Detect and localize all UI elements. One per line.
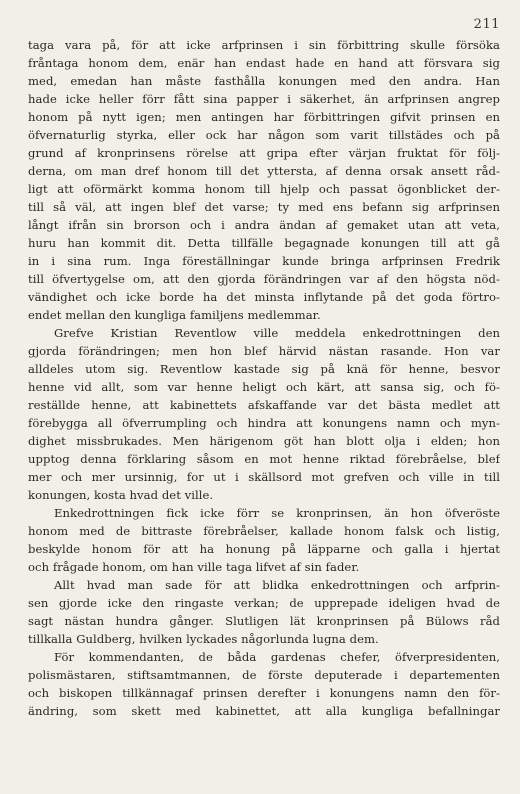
text-line: sagt nästan hundra gånger. Slutligen lät kronprinsen på Bülows råd — [28, 614, 500, 628]
text-line: fråntaga honom dem, enär han endast hade en hand att försvara sig — [28, 56, 500, 70]
text-line: Allt hvad man sade för att blidka enkedrottningen och arfprin- — [54, 578, 500, 592]
text-line: honom på nytt igen; men antingen har förbittringen gifvit prinsen en — [28, 110, 500, 124]
body-text — [28, 36, 500, 720]
text-line: honom med de bittraste förebråelser, kallade honom falsk och listig, — [28, 524, 500, 538]
text-line: Grefve Kristian Reventlow ville meddela enkedrottningen den — [54, 326, 500, 340]
text-line: sen gjorde icke den ringaste verkan; de upprepade ideligen hvad de — [28, 596, 500, 610]
text-line: derna, om man dref honom till det yttersta, af denna orsak ansett råd- — [28, 164, 500, 178]
text-line: polismästaren, stiftsamtmannen, de förste deputerade i departementen — [28, 668, 500, 682]
text-line: reställde henne, att kabinettets afskaffande var det bästa medlet att — [28, 398, 500, 412]
text-line: och frågade honom, om han ville taga lifvet af sin fader. — [28, 560, 360, 574]
text-line: och biskopen tillkännagaf prinsen derefter i konungens namn den för- — [28, 686, 500, 700]
text-line: tillkalla Guldberg, hvilken lyckades någorlunda lugna dem. — [28, 632, 379, 646]
text-line: gjorda förändringen; men hon blef härvid nästan rasande. Hon var — [28, 344, 500, 358]
text-line: vändighet och icke borde ha det minsta inflytande på det goda förtro- — [28, 290, 500, 304]
page-number: 211 — [473, 17, 500, 32]
text-line: beskylde honom för att ha honung på läpparne och galla i hjertat — [28, 542, 500, 556]
text-line: till så väl, att ingen blef det varse; ty med ens befann sig arfprinsen — [28, 200, 500, 214]
text-line: till öfvertygelse om, att den gjorda förändringen var af den högsta nöd- — [28, 272, 500, 286]
text-line: ändring, som skett med kabinettet, att alla kungliga befallningar — [28, 704, 500, 718]
text-line: konungen, kosta hvad det ville. — [28, 488, 214, 502]
text-line: öfvernaturlig styrka, eller ock har någon som varit tillstädes och på — [28, 128, 500, 142]
text-line: upptog denna förklaring såsom en mot henne riktad förebråelse, blef — [28, 452, 500, 466]
text-line: huru han kommit dit. Detta tillfälle begagnade konungen till att gå — [28, 236, 500, 250]
text-line: taga vara på, för att icke arfprinsen i sin förbittring skulle försöka — [28, 38, 500, 52]
text-line: endet mellan den kungliga familjens medlemmar. — [28, 308, 321, 322]
text-line: grund af kronprinsens rörelse att gripa efter värjan fruktat för följ- — [28, 146, 500, 160]
text-line: hade icke heller förr fått sina papper i säkerhet, än arfprinsen angrep — [28, 92, 500, 106]
text-line: För kommendanten, de båda gardenas chefer, öfverpresidenten, — [54, 650, 500, 664]
text-line: Enkedrottningen fick icke förr se kronprinsen, än hon öfveröste — [54, 506, 500, 520]
text-line: med, emedan han måste fasthålla konungen med den andra. Han — [28, 74, 500, 88]
text-line: dighet missbrukades. Men härigenom göt han blott olja i elden; hon — [28, 434, 500, 448]
text-line: in i sina rum. Inga föreställningar kunde bringa arfprinsen Fredrik — [28, 254, 500, 268]
text-line: mer och mer ursinnig, for ut i skällsord mot grefven och ville in till — [28, 470, 500, 484]
text-line: långt ifrån sin brorson och i andra ändan af gemaket utan att veta, — [28, 218, 500, 232]
text-line: förebygga all öfverrumpling och hindra att konungens namn och myn- — [28, 416, 500, 430]
text-line: alldeles utom sig. Reventlow kastade sig på knä för henne, besvor — [28, 362, 500, 376]
text-line: ligt att oförmärkt komma honom till hjelp och passat ögonblicket der- — [28, 182, 500, 196]
text-line: henne vid allt, som var henne heligt och kärt, att sansa sig, och fö- — [28, 380, 500, 394]
